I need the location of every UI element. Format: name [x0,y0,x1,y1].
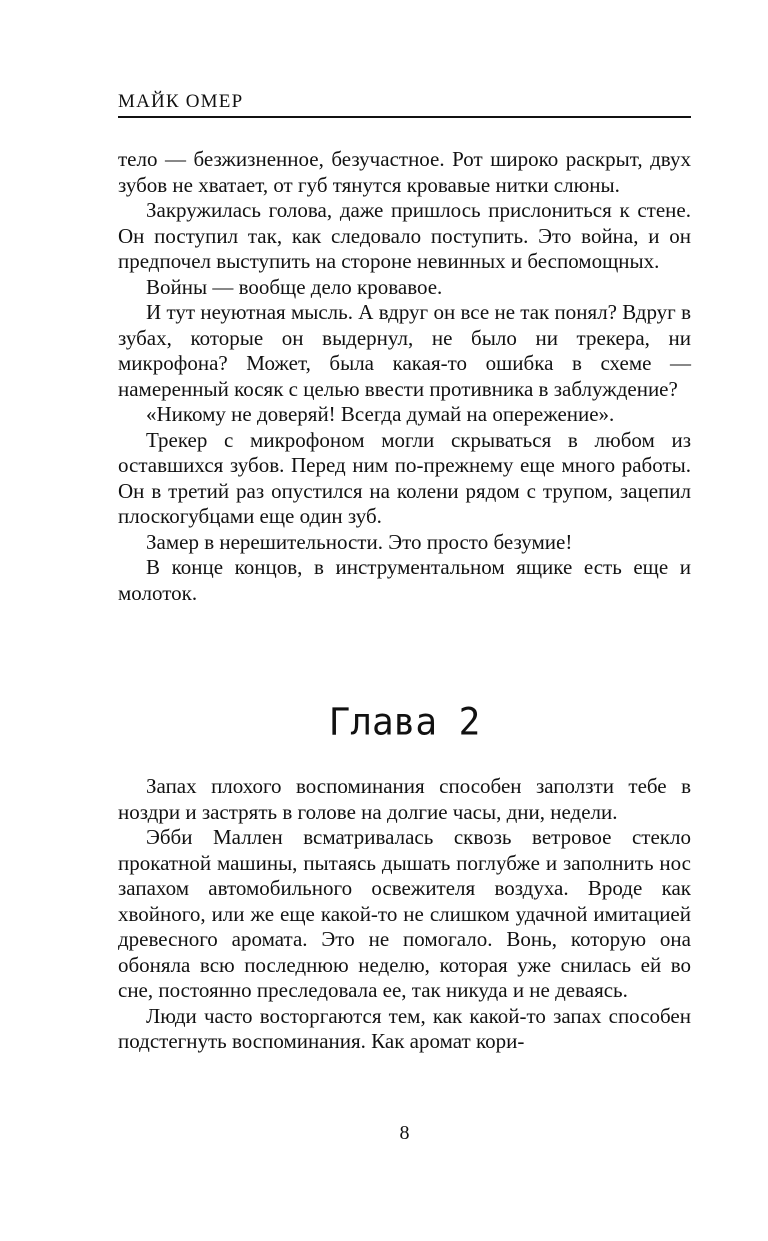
paragraph: Замер в нерешительности. Это просто безумие! [146,529,573,554]
text-section-2 [118,774,691,1055]
paragraph: В конце концов, в инструментальном ящике есть еще и молоток. [118,555,691,605]
paragraph: Закружилась голова, даже пришлось прислониться к стене. Он поступил так, как следовало поступить. Это война, и он предпочел выступить на стороне невинных и беспомощных. [118,198,691,273]
paragraph: И тут неуютная мысль. А вдруг он все не так понял? Вдруг в зубах, которые он выдернул, не было ни трекера, ни микрофона? Может, была какая-то ошибка в схеме — намеренный косяк с целью ввести противника в заблуждение? [118,300,691,401]
chapter-title: Глава 2 [328,700,481,744]
running-head [118,88,691,118]
paragraph: Люди часто восторгаются тем, как какой-то запах способен подстегнуть воспоминания. Как аромат кори- [118,1003,691,1053]
paragraph: Эбби Маллен всматривалась сквозь ветровое стекло прокатной машины, пытаясь дышать поглубже и заполнить нос запахом автомобильного освежителя воздуха. Вроде как хвойного, или же еще какой-то не слишком удачной имитацией древесного аромата. Это не помогало. Вонь, которую она обоняла всю последнюю неделю, которая уже снилась ей во сне, постоянно преследовала ее, так никуда и не деваясь. [118,825,691,1002]
text-section-1 [118,147,691,606]
page-number: 8 [399,1122,410,1144]
paragraph: «Никому не доверяй! Всегда думай на опережение». [146,402,615,426]
paragraph: тело — безжизненное, безучастное. Рот широко раскрыт, двух зубов не хватает, от губ тянутся кровавые нитки слюны. [118,147,691,197]
author-name: МАЙК ОМЕР [118,91,244,112]
paragraph: Запах плохого воспоминания способен заползти тебе в ноздри и застрять в голове на долгие часы, дни, недели. [118,774,691,824]
paragraph: Трекер с микрофоном могли скрываться в любом из оставшихся зубов. Перед ним по-прежнему еще много работы. Он в третий раз опустился на колени рядом с трупом, зацепил плоскогубцами еще один зуб. [118,427,691,528]
paragraph: Войны — вообще дело кровавое. [146,274,443,299]
